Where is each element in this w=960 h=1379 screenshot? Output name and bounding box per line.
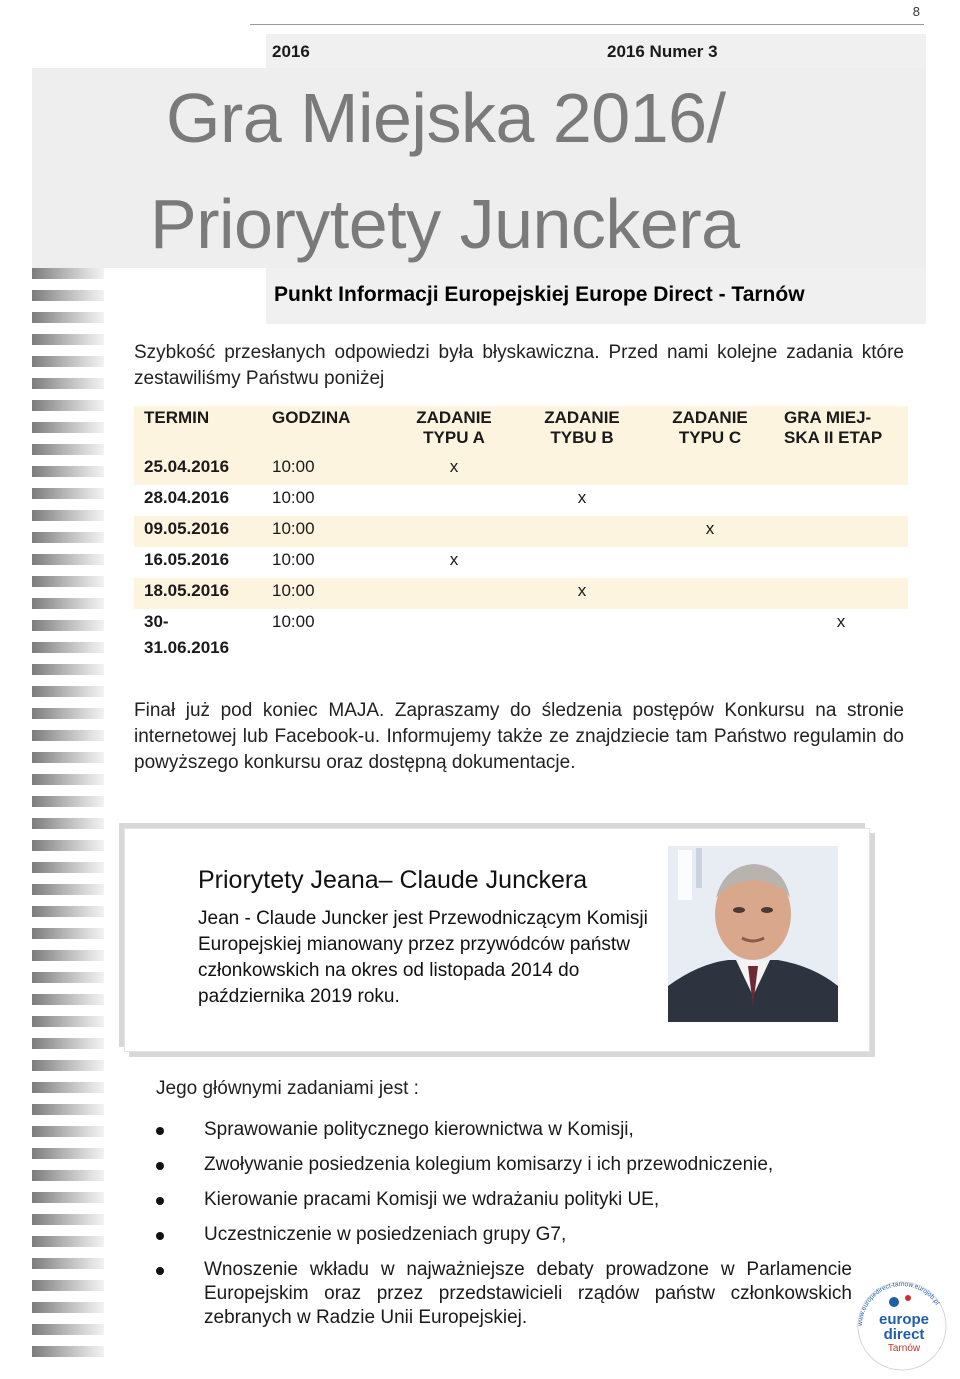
decorative-stripe <box>32 972 104 983</box>
portrait-photo <box>668 846 838 1022</box>
cell-time: 10:00 <box>272 550 315 569</box>
col-header-task-a: ZADANIE TYPU A <box>416 408 492 447</box>
logo-word-europe: europe <box>878 1311 930 1328</box>
cell-task-b: x <box>577 488 587 507</box>
logo-word-tarnow: Tarnów <box>887 1343 921 1354</box>
cell-task-b: x <box>577 581 587 600</box>
cell-time: 10:00 <box>272 488 315 507</box>
col-header-city-game: GRA MIEJ-SKA II ETAP <box>784 408 883 447</box>
decorative-stripe <box>32 818 104 829</box>
table-header-row <box>134 406 908 454</box>
decorative-stripe <box>32 1016 104 1027</box>
decorative-stripe <box>32 620 104 631</box>
decorative-stripe <box>32 642 104 653</box>
decorative-stripe <box>32 1302 104 1313</box>
decorative-stripe <box>32 1082 104 1093</box>
cell-task-c <box>646 454 774 485</box>
decorative-stripe <box>32 1280 104 1291</box>
cell-task-a <box>390 516 518 547</box>
decorative-stripe <box>32 1236 104 1247</box>
decorative-stripe <box>32 598 104 609</box>
cell-task-c <box>646 485 774 516</box>
logo-ring-text-path: www.europedirect-tarnow.eurojob.pl <box>856 1280 941 1327</box>
cell-task-b <box>518 454 646 485</box>
outro-paragraph: Finał już pod koniec MAJA. Zapraszamy do śledzenia postępów Konkursu na stronie internetowej lub Facebook-u. Informujemy także ze znajdziecie tam Państwo regulamin do powyższego konkursu oraz dostępną dokumentacje. <box>134 700 904 773</box>
subtitle: Punkt Informacji Europejskiej Europe Direct - Tarnów <box>274 283 805 306</box>
decorative-stripe <box>32 268 104 279</box>
schedule-table <box>134 406 908 661</box>
decorative-stripe <box>32 664 104 675</box>
decorative-stripe <box>32 928 104 939</box>
cell-date: 28.04.2016 <box>144 488 230 507</box>
cell-city-game: x <box>836 612 846 631</box>
issue-year: 2016 <box>272 42 310 61</box>
decorative-stripe <box>32 290 104 301</box>
table-row <box>134 516 908 547</box>
cell-task-b <box>518 516 646 547</box>
decorative-stripe <box>32 884 104 895</box>
cell-task-b <box>518 609 646 661</box>
profile-title: Priorytety Jeana– Claude Junckera <box>198 866 588 894</box>
col-header-termin: TERMIN <box>144 408 210 427</box>
intro-paragraph: Szybkość przesłanych odpowiedzi była błyskawiczna. Przed nami kolejne zadania które zestawiliśmy Państwu poniżej <box>134 342 904 389</box>
decorative-stripe <box>32 796 104 807</box>
header-band <box>266 34 926 68</box>
cell-task-a <box>390 578 518 609</box>
cell-task-b <box>518 547 646 578</box>
cell-time: 10:00 <box>272 612 315 631</box>
profile-text: Jean - Claude Juncker jest Przewodniczącym Komisji Europejskiej mianowany przez przywódców państw członkowskich na okres od listopada 2014 do października 2019 roku. <box>198 908 648 1007</box>
portrait-illustration <box>668 846 838 1022</box>
decorative-stripe <box>32 1170 104 1181</box>
decorative-stripe <box>32 1258 104 1269</box>
cell-task-c <box>646 547 774 578</box>
decorative-stripe <box>32 400 104 411</box>
page-title-line-1: Gra Miejska 2016/ <box>166 79 726 157</box>
decorative-stripe <box>32 686 104 697</box>
cell-task-a <box>390 609 518 661</box>
col-header-task-b: ZADANIE TYBU B <box>544 408 620 447</box>
cell-task-c <box>646 578 774 609</box>
decorative-stripe <box>32 862 104 873</box>
cell-task-c: x <box>705 519 715 538</box>
decorative-stripe <box>32 488 104 499</box>
decorative-stripe <box>32 532 104 543</box>
list-item: Kierowanie pracami Komisji we wdrażaniu polityki UE, <box>156 1188 852 1212</box>
cell-city-game <box>774 485 908 516</box>
list-item: Wnoszenie wkładu w najważniejsze debaty prowadzone w Parlamencie Europejskim oraz przez przedstawicieli rządów państw członkowskich zebranych w Radzie Unii Europejskiej. <box>156 1258 852 1330</box>
decorative-stripes <box>32 268 104 1379</box>
europe-direct-logo <box>852 1278 952 1374</box>
cell-date: 25.04.2016 <box>144 457 230 476</box>
decorative-stripe <box>32 1214 104 1225</box>
decorative-stripe <box>32 1104 104 1115</box>
cell-date: 16.05.2016 <box>144 550 230 569</box>
cell-task-a <box>390 485 518 516</box>
page-number: 8 <box>912 4 920 19</box>
decorative-stripe <box>32 840 104 851</box>
cell-time: 10:00 <box>272 519 315 538</box>
table-row <box>134 454 908 485</box>
cell-task-a: x <box>449 457 459 476</box>
decorative-stripe <box>32 334 104 345</box>
cell-time: 10:00 <box>272 457 315 476</box>
decorative-stripe <box>32 510 104 521</box>
table-row <box>134 609 908 661</box>
col-header-godzina: GODZINA <box>272 408 351 427</box>
decorative-stripe <box>32 752 104 763</box>
table-row <box>134 578 908 609</box>
europe-direct-logo-svg <box>852 1278 952 1374</box>
decorative-stripe <box>32 1126 104 1137</box>
decorative-stripe <box>32 1148 104 1159</box>
decorative-stripe <box>32 774 104 785</box>
tasks-intro: Jego głównymi zadaniami jest : <box>156 1078 419 1099</box>
decorative-stripe <box>32 444 104 455</box>
decorative-stripe <box>32 994 104 1005</box>
decorative-stripe <box>32 378 104 389</box>
cell-city-game <box>774 578 908 609</box>
decorative-stripe <box>32 708 104 719</box>
decorative-stripe <box>32 906 104 917</box>
page-title-line-2: Priorytety Junckera <box>150 185 740 263</box>
decorative-stripe <box>32 576 104 587</box>
decorative-stripe <box>32 466 104 477</box>
list-item: Zwoływanie posiedzenia kolegium komisarzy i ich przewodniczenie, <box>156 1153 852 1177</box>
decorative-stripe <box>32 950 104 961</box>
tasks-list <box>156 1118 852 1341</box>
cell-city-game <box>774 547 908 578</box>
cell-date: 30-31.06.2016 <box>144 612 230 657</box>
cell-time: 10:00 <box>272 581 315 600</box>
table-row <box>134 547 908 578</box>
table-row <box>134 485 908 516</box>
cell-date: 09.05.2016 <box>144 519 230 538</box>
top-rule <box>250 24 924 25</box>
issue-number: 2016 Numer 3 <box>607 42 718 61</box>
cell-task-a: x <box>449 550 459 569</box>
decorative-stripe <box>32 312 104 323</box>
cell-city-game <box>774 454 908 485</box>
decorative-stripe <box>32 422 104 433</box>
cell-city-game <box>774 516 908 547</box>
cell-date: 18.05.2016 <box>144 581 230 600</box>
decorative-stripe <box>32 356 104 367</box>
decorative-stripe <box>32 1060 104 1071</box>
cell-task-c <box>646 609 774 661</box>
list-item: Uczestniczenie w posiedzeniach grupy G7, <box>156 1223 852 1247</box>
logo-word-direct: direct <box>883 1326 925 1343</box>
decorative-stripe <box>32 730 104 741</box>
decorative-stripe <box>32 1346 104 1357</box>
decorative-stripe <box>32 1192 104 1203</box>
decorative-stripe <box>32 1324 104 1335</box>
list-item: Sprawowanie politycznego kierownictwa w Komisji, <box>156 1118 852 1142</box>
decorative-stripe <box>32 554 104 565</box>
decorative-stripe <box>32 1038 104 1049</box>
col-header-task-c: ZADANIE TYPU C <box>672 408 748 447</box>
